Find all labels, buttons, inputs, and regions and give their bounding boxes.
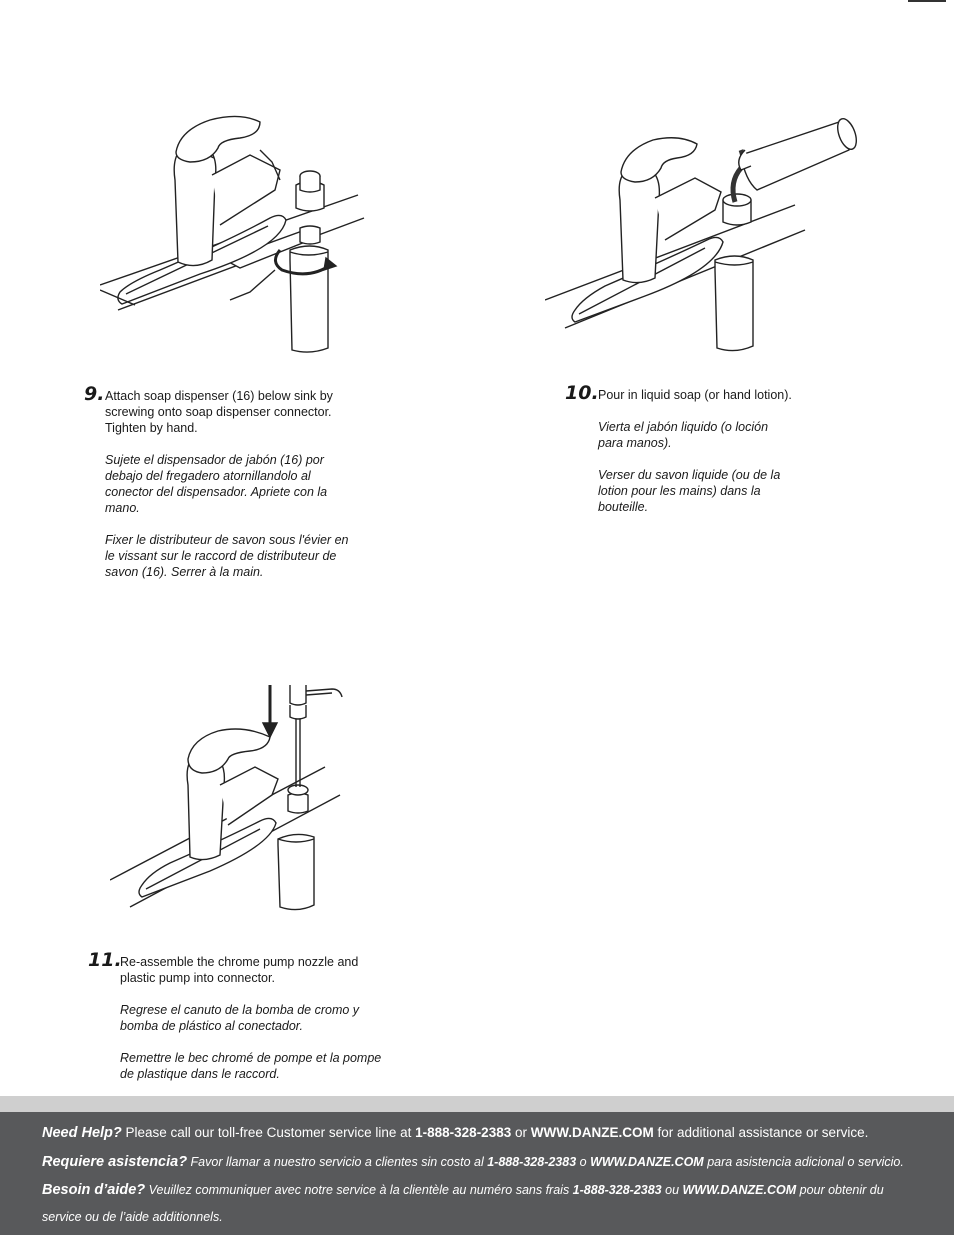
step-number: 11. <box>88 949 122 971</box>
step-number: 10. <box>565 382 599 404</box>
step-text-french: Verser du savon liquide (ou de la lotion pour les mains) dans la bouteille. <box>598 468 781 514</box>
step-text-spanish: Regrese el canuto de la bomba de cromo y bomba de plástico al conectador. <box>120 1003 360 1033</box>
illustration-step-9 <box>100 100 370 360</box>
phone-number: 1-888-328-2383 <box>415 1125 512 1140</box>
help-line-english: Need Help? Please call our toll-free Customer service line at 1-888-328-2383 or WWW.DANZE.COM for additional assistance or service. <box>42 1125 869 1141</box>
step-text-english: Pour in liquid soap (or hand lotion). <box>598 388 792 402</box>
help-heading-english: Need Help? <box>42 1125 122 1141</box>
page-corner-rule <box>908 0 946 2</box>
website-link: WWW.DANZE.COM <box>590 1155 704 1169</box>
step-9 <box>84 383 354 580</box>
website-link: WWW.DANZE.COM <box>682 1183 797 1197</box>
phone-number: 1-888-328-2383 <box>487 1155 577 1169</box>
help-line-french: Besoin d’aide? Veuillez communiquer avec notre service à la clientèle au numéro sans frais 1-888-328-2383 ou WWW.DANZE.COM pour obtenir du <box>42 1182 884 1198</box>
step-text-english: Attach soap dispenser (16) below sink by screwing onto soap dispenser connector. Tighten by hand. <box>105 389 333 435</box>
help-line-french-continued: service ou de l’aide additionnels. <box>42 1210 223 1224</box>
step-number: 9. <box>84 383 105 405</box>
phone-number: 1-888-328-2383 <box>572 1183 662 1197</box>
footer-strip <box>0 1096 954 1112</box>
step-text-spanish: Sujete el dispensador de jabón (16) por debajo del fregadero atornillandolo al conector del dispensador. Apriete con la mano. <box>105 453 328 515</box>
step-text-spanish: Vierta el jabón liquido (o loción para manos). <box>598 420 769 450</box>
step-10 <box>565 382 805 515</box>
website-link: WWW.DANZE.COM <box>530 1125 654 1140</box>
step-text-english: Re-assemble the chrome pump nozzle and plastic pump into connector. <box>120 955 359 985</box>
help-heading-french: Besoin d’aide? <box>42 1182 146 1198</box>
help-line-spanish: Requiere asistencia? Favor llamar a nuestro servicio a clientes sin costo al 1-888-328-2383 o WWW.DANZE.COM para asistencia adicional o servicio. <box>42 1154 904 1170</box>
step-text-french: Fixer le distributeur de savon sous l'évier en le vissant sur le raccord de distributeur de savon (16). Serrer à la main. <box>105 533 349 579</box>
step-11 <box>88 949 388 1082</box>
help-heading-spanish: Requiere asistencia? <box>42 1154 188 1170</box>
illustration-step-10 <box>545 110 865 360</box>
step-text-french: Remettre le bec chromé de pompe et la pompe de plastique dans le raccord. <box>120 1051 382 1081</box>
illustration-step-11 <box>110 675 380 915</box>
help-footer <box>0 1112 954 1235</box>
